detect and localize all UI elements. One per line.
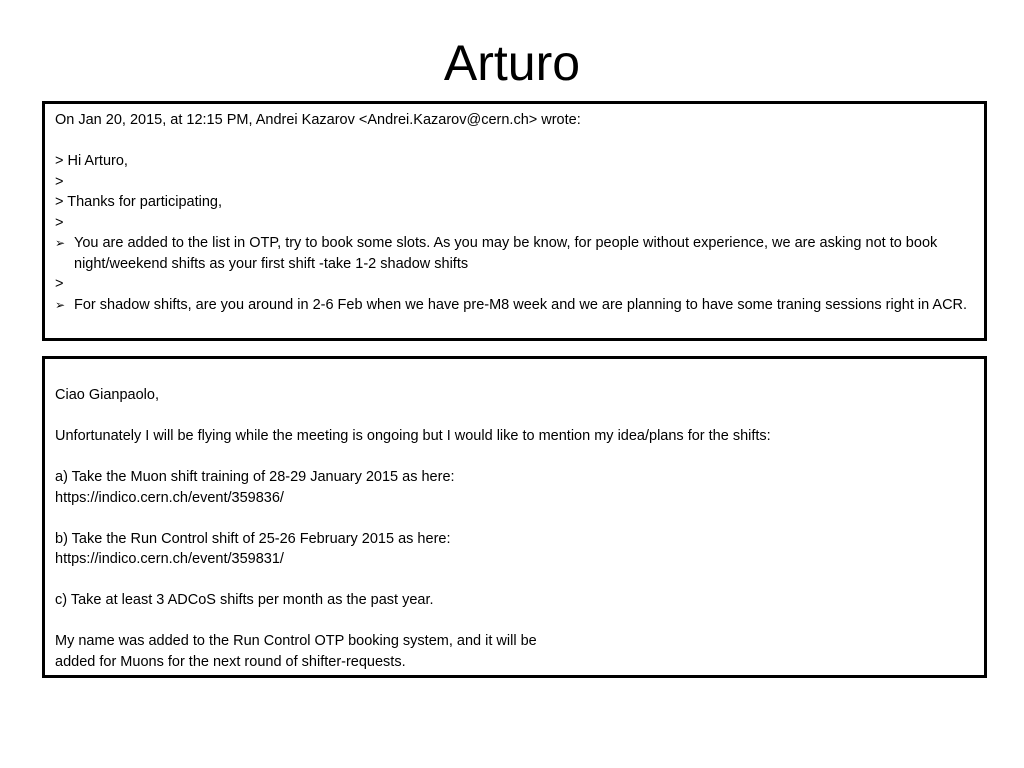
email-header: On Jan 20, 2015, at 12:15 PM, Andrei Kazarov <Andrei.Kazarov@cern.ch> wrote:	[55, 112, 581, 128]
arrow-bullet-icon: ➢	[55, 236, 66, 250]
reply-closing: My name was added to the Run Control OTP booking system, and it will be	[55, 633, 537, 649]
blank-line	[55, 611, 974, 632]
bullet-item	[55, 233, 974, 274]
bullet-text: For shadow shifts, are you around in 2-6 Feb when we have pre-M8 week and we are planning to have some traning sessions right in ACR.	[74, 296, 968, 313]
bullet-text: You are added to the list in OTP, try to book some slots. As you may be know, for people without experience, we are asking not to book night/weekend shifts as your first shift -take 1-2 shadow shifts	[74, 235, 938, 272]
quote-marker: >	[55, 276, 64, 292]
slide-title: Arturo	[443, 35, 581, 91]
reply-intro: Unfortunately I will be flying while the meeting is ongoing but I would like to mention my idea/plans for the shifts:	[55, 428, 771, 444]
quoted-greeting: > Hi Arturo,	[55, 153, 128, 169]
quote-marker: >	[55, 173, 64, 190]
reply-email-box	[42, 356, 987, 678]
blank-line	[55, 570, 974, 591]
reply-closing: added for Muons for the next round of shifter-requests.	[55, 653, 406, 670]
plan-item-b-link[interactable]: https://indico.cern.ch/event/359831/	[55, 551, 284, 567]
plan-item-b: b) Take the Run Control shift of 25-26 February 2015 as here:	[55, 530, 451, 547]
blank-line	[55, 508, 974, 529]
reply-greeting: Ciao Gianpaolo,	[55, 387, 159, 403]
arrow-bullet-icon: ➢	[55, 297, 66, 312]
plan-item-a-link[interactable]: https://indico.cern.ch/event/359836/	[55, 489, 284, 506]
plan-item-c: c) Take at least 3 ADCoS shifts per month as the past year.	[55, 592, 434, 608]
plan-item-a: a) Take the Muon shift training of 28-29 January 2015 as here:	[55, 469, 455, 485]
quoted-thanks: > Thanks for participating,	[55, 194, 222, 210]
bullet-item	[55, 295, 974, 316]
quote-marker: >	[55, 214, 64, 231]
blank-line	[55, 406, 974, 427]
blank-line	[55, 131, 974, 152]
blank-line	[55, 447, 974, 468]
quoted-email-box	[42, 101, 987, 341]
